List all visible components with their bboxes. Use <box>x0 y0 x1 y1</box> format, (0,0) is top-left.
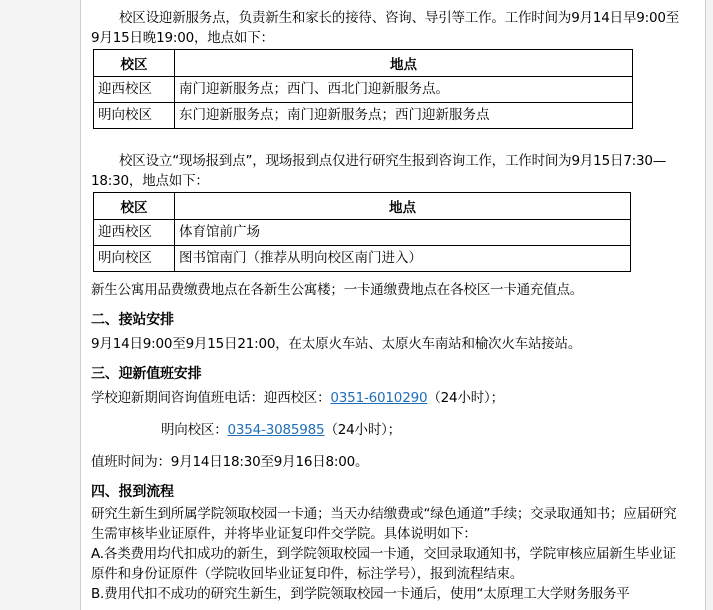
table-header-row <box>94 193 631 220</box>
duty-phone-prefix: 明向校区： <box>161 422 228 438</box>
section-heading-pickup: 二、接站安排 <box>91 312 174 328</box>
table-cell-campus: 明向校区 <box>94 246 175 272</box>
phone-link-mingxiang[interactable]: 0354-3085985 <box>227 422 325 438</box>
registration-item-a: A.各类费用均代扣成功的新生，到学院领取校园一卡通，交回录取通知书，学院审核应届新生毕业证原件和身份证原件（学院收回毕业证复印件，标注学号），报到流程结束。 <box>91 546 676 582</box>
onsite-registration-table <box>93 192 631 272</box>
registration-item-b: B.费用代扣不成功的研究生新生，到学院领取校园一卡通后，使用“太原理工大学财务服务平 <box>91 586 630 602</box>
table-cell-campus: 迎西校区 <box>94 77 175 103</box>
table-row <box>94 246 631 272</box>
duty-phone-prefix: 学校迎新期间咨询值班电话：迎西校区： <box>91 390 331 406</box>
table-header-location: 地点 <box>175 50 633 77</box>
table-cell-location: 南门迎新服务点；西门、西北门迎新服务点。 <box>175 77 633 103</box>
duty-phone-line-1 <box>91 388 685 408</box>
table-header-location: 地点 <box>175 193 631 220</box>
document-page <box>80 0 706 610</box>
onsite-registration-paragraph: 校区设立“现场报到点”，现场报到点仅进行研究生报到咨询工作，工作时间为9月15日7:30—18:30，地点如下： <box>91 153 667 189</box>
table-header-campus: 校区 <box>94 193 175 220</box>
pickup-paragraph: 9月14日9:00至9月15日21:00，在太原火车站、太原火车南站和榆次火车站接站。 <box>91 336 582 352</box>
phone-link-yingxi[interactable]: 0351-6010290 <box>330 390 428 406</box>
table-header-campus: 校区 <box>94 50 175 77</box>
table-cell-location: 图书馆南门（推荐从明向校区南门进入） <box>175 246 631 272</box>
table-cell-campus: 迎西校区 <box>94 220 175 246</box>
section-heading-duty: 三、迎新值班安排 <box>91 366 202 382</box>
table-row <box>94 220 631 246</box>
duty-time-paragraph: 值班时间为：9月14日18:30至9月16日8:00。 <box>91 454 369 470</box>
table-row <box>94 103 633 129</box>
service-point-table <box>93 49 633 129</box>
table-row <box>94 77 633 103</box>
table-cell-campus: 明向校区 <box>94 103 175 129</box>
table-cell-location: 体育馆前广场 <box>175 220 631 246</box>
table-header-row <box>94 50 633 77</box>
document-content <box>91 0 685 604</box>
duty-phone-line-2 <box>91 420 685 440</box>
duty-phone-suffix: （24小时）； <box>324 422 401 438</box>
registration-paragraph: 研究生新生到所属学院领取校园一卡通；当天办结缴费或“绿色通道”手续；交录取通知书；应届研究生需审核毕业证原件，并将毕业证复印件交学院。具体说明如下： <box>91 506 677 542</box>
section-heading-registration: 四、报到流程 <box>91 484 174 500</box>
payment-location-paragraph: 新生公寓用品费缴费地点在各新生公寓楼；一卡通缴费地点在各校区一卡通充值点。 <box>91 282 584 298</box>
service-point-paragraph: 校区设迎新服务点，负责新生和家长的接待、咨询、导引等工作。工作时间为9月14日早9:00至9月15日晚19:00，地点如下： <box>91 10 680 46</box>
table-cell-location: 东门迎新服务点；南门迎新服务点；西门迎新服务点 <box>175 103 633 129</box>
duty-phone-suffix: （24小时）； <box>427 390 504 406</box>
